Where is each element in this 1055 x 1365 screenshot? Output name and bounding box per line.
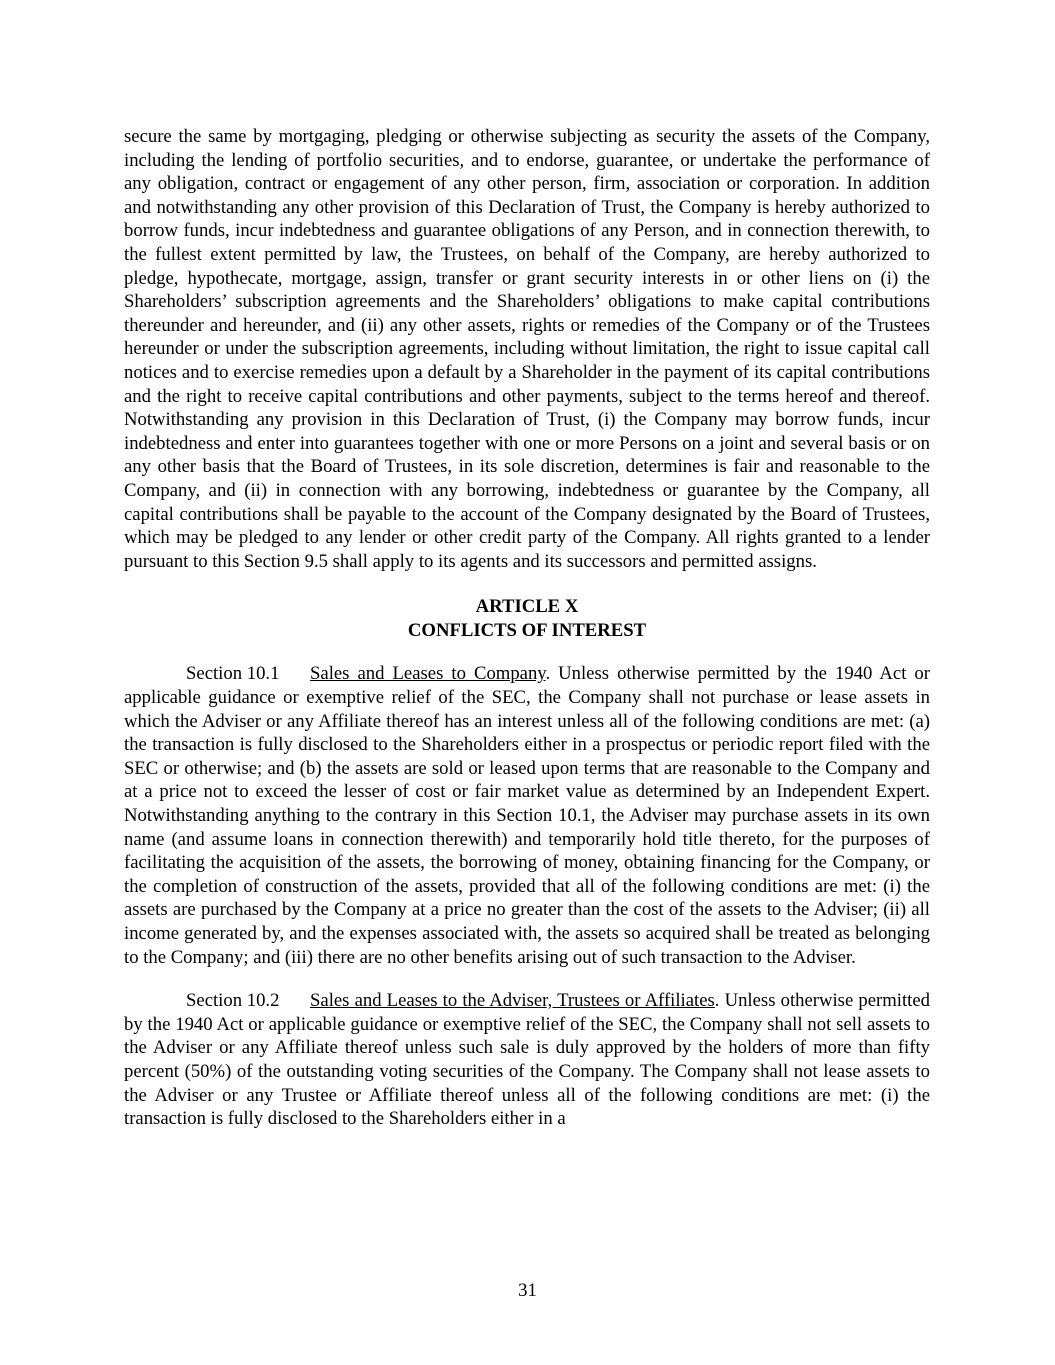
section-10-1 [124,662,930,969]
section-body: . Unless otherwise permitted by the 1940 Act or applicable guidance or exemptive relief of the SEC, the Company shall not sell assets to the Adviser or any Affiliate thereof unless such sale is duly approved by the holders of more than fifty percent (50%) of the outstanding voting securities of the Company. The Company shall not lease assets to the Adviser or any Trustee or Affiliate thereof unless all of the following conditions are met: (i) the transaction is fully disclosed to the Shareholders either in a [124,990,930,1130]
continuation-paragraph: secure the same by mortgaging, pledging or otherwise subjecting as security the assets of the Company, including the lending of portfolio securities, and to endorse, guarantee, or undertake the performance of any obligation, contract or engagement of any other person, firm, association or corporation. In addition and notwithstanding any other provision of this Declaration of Trust, the Company is hereby authorized to borrow funds, incur indebtedness and guarantee obligations of any Person, and in connection therewith, to the fullest extent permitted by law, the Trustees, on behalf of the Company, are hereby authorized to pledge, hypothecate, mortgage, assign, transfer or grant security interests in or other liens on (i) the Shareholders’ subscription agreements and the Shareholders’ obligations to make capital contributions thereunder and hereunder, and (ii) any other assets, rights or remedies of the Company or of the Trustees hereunder or under the subscription agreements, including without limitation, the right to issue capital call notices and to exercise remedies upon a default by a Shareholder in the payment of its capital contributions and the right to receive capital contributions and other payments, subject to the terms hereof and thereof. Notwithstanding any provision in this Declaration of Trust, (i) the Company may borrow funds, incur indebtedness and enter into guarantees together with one or more Persons on a joint and several basis or on any other basis that the Board of Trustees, in its sole discretion, determines is fair and reasonable to the Company, and (ii) in connection with any borrowing, indebtedness or guarantee by the Company, all capital contributions shall be payable to the account of the Company designated by the Board of Trustees, which may be pledged to any lender or other credit party of the Company. All rights granted to a lender pursuant to this Section 9.5 shall apply to its agents and its successors and permitted assigns. [124,126,930,572]
article-title: CONFLICTS OF INTEREST [407,619,647,641]
article-number: ARTICLE X [475,596,579,618]
section-10-2 [124,989,930,1131]
article-heading [124,595,930,642]
document-page [124,125,930,1131]
page-number: 31 [518,1280,537,1301]
section-number: Section 10.1 [186,663,280,685]
section-title: Sales and Leases to Company [310,663,546,685]
section-number: Section 10.2 [186,990,280,1012]
section-body: . Unless otherwise permitted by the 1940 Act or applicable guidance or exemptive relief of the SEC, the Company shall not purchase or lease assets in which the Adviser or any Affiliate thereof has an interest unless all of the following conditions are met: (a) the transaction is fully disclosed to the Shareholders either in a prospectus or periodic report filed with the SEC or otherwise; and (b) the assets are sold or leased upon terms that are reasonable to the Company and at a price not to exceed the lesser of cost or fair market value as determined by an Independent Expert. Notwithstanding anything to the contrary in this Section 10.1, the Adviser may purchase assets in its own name (and assume loans in connection therewith) and temporarily hold title thereto, for the purposes of facilitating the acquisition of the assets, the borrowing of money, obtaining financing for the Company, or the completion of construction of the assets, provided that all of the following conditions are met: (i) the assets are purchased by the Company at a price no greater than the cost of the assets to the Adviser; (ii) all income generated by, and the expenses associated with, the assets so acquired shall be treated as belonging to the Company; and (iii) there are no other benefits arising out of such transaction to the Adviser. [124,663,930,968]
section-title: Sales and Leases to the Adviser, Trustees or Affiliates [310,990,715,1012]
